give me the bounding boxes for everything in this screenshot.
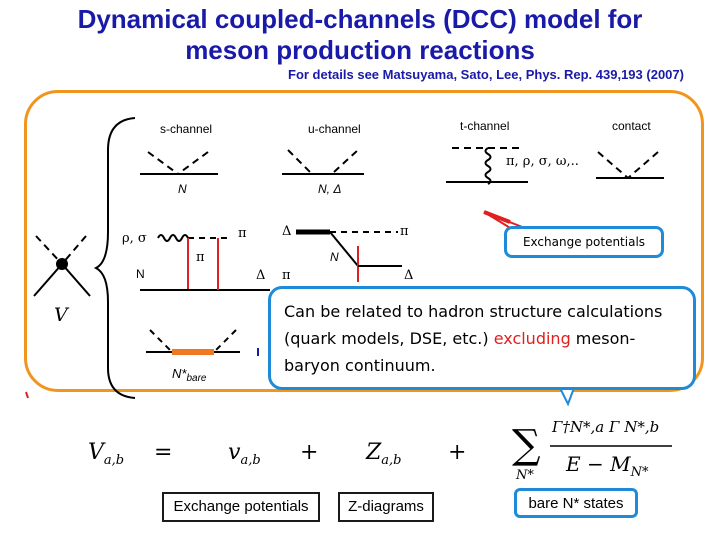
bare-subscript: bare: [186, 373, 207, 384]
label-n-left: N: [136, 267, 145, 281]
label-s-channel: s-channel: [160, 122, 213, 136]
label-delta-1: Δ: [256, 268, 266, 283]
z-diagrams-label: Z-diagrams: [338, 492, 434, 522]
eq-plus-1: +: [300, 440, 319, 465]
label-pi-1: π: [238, 226, 247, 241]
label-pi-2: π: [196, 250, 205, 265]
label-rho-sigma: ρ, σ: [122, 231, 147, 246]
eq-den-text: E − M: [566, 452, 631, 476]
eq-den-sub: N*: [630, 465, 649, 480]
label-pi-3: π: [400, 224, 409, 239]
label-n-mid: N: [330, 250, 339, 264]
eq-v-sub: a,b: [240, 453, 261, 468]
callout-line-2b: meson-: [570, 329, 636, 348]
callout-line-1: Can be related to hadron structure calculations: [284, 302, 663, 321]
label-delta-2: Δ: [282, 224, 292, 239]
eq-sum-sub: N*: [516, 468, 534, 483]
exchange-potentials-callout: Exchange potentials: [504, 226, 664, 258]
title-line-2: meson production reactions: [185, 35, 535, 65]
label-v: V: [54, 304, 68, 326]
eq-lhs-sub: a,b: [103, 453, 125, 468]
eq-equals: =: [154, 440, 173, 465]
eq-z-sub: a,b: [381, 453, 402, 468]
bare-states-label: bare N* states: [514, 488, 638, 518]
eq-lhs-v: V: [88, 440, 104, 465]
eq-numerator: Γ†N*,a Γ N*,b: [552, 418, 660, 436]
callout-line-3: baryon continuum.: [284, 356, 436, 375]
label-u-channel: u-channel: [308, 122, 361, 136]
reference-note: For details see Matsuyama, Sato, Lee, Phys. Rep. 439,193 (2007): [288, 67, 684, 82]
label-delta-3: Δ: [404, 268, 414, 283]
eq-sum: ∑: [512, 422, 541, 468]
label-n-delta-u: N, Δ: [318, 182, 342, 196]
eq-plus-2: +: [448, 440, 467, 465]
label-n-s: N: [178, 182, 187, 196]
eq-denominator: [566, 452, 648, 480]
label-pi-4: π: [282, 268, 291, 283]
n-star-text: N*: [172, 366, 187, 381]
label-t-channel: t-channel: [460, 119, 510, 133]
callout-excluding: excluding: [493, 329, 571, 348]
label-contact: contact: [612, 119, 651, 133]
exchange-potentials-label: Exchange potentials: [162, 492, 320, 522]
title-line-1: Dynamical coupled-channels (DCC) model for: [77, 4, 643, 34]
eq-z-letter: Z: [366, 440, 382, 465]
callout-line-2a: (quark models, DSE, etc.): [284, 329, 494, 348]
label-t-exchange-mesons: π, ρ, σ, ω,..: [506, 154, 579, 169]
eq-v-letter: v: [228, 440, 241, 465]
